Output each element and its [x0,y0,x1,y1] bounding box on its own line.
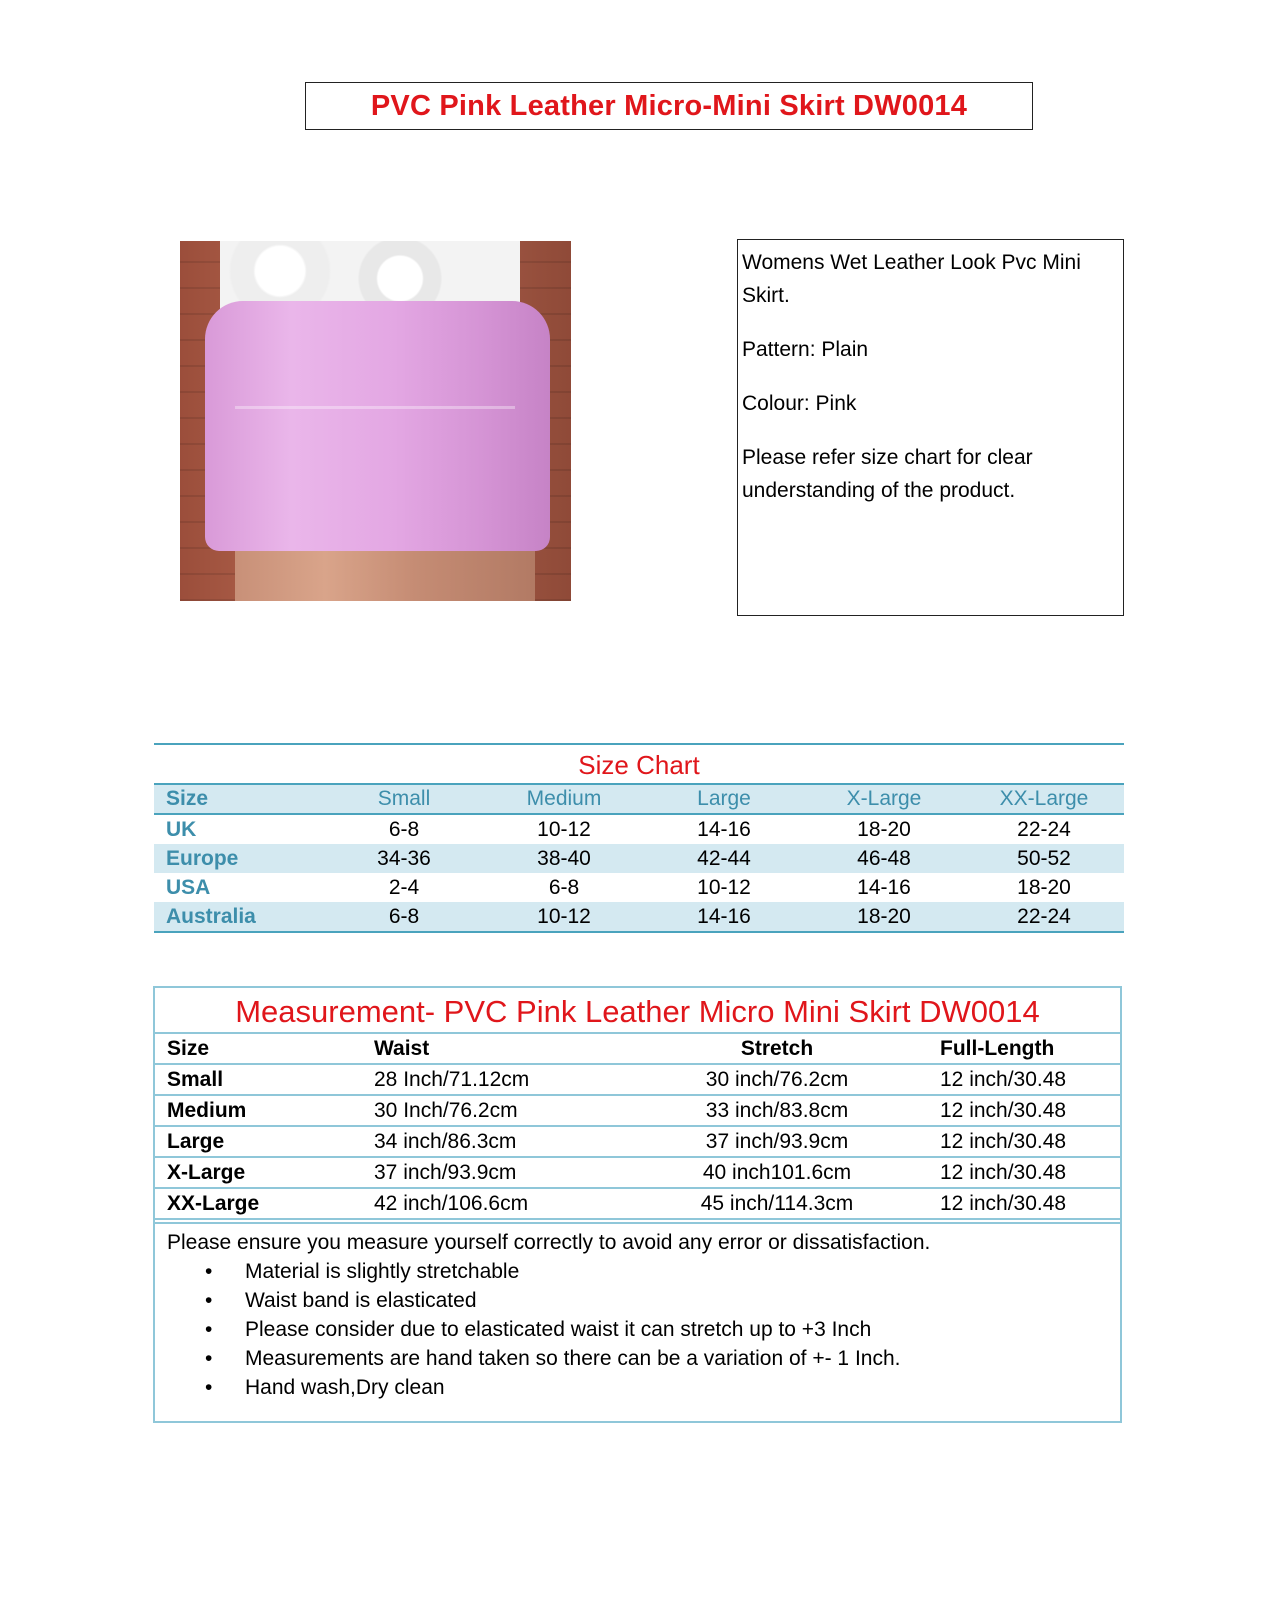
bullet-icon: • [205,1289,213,1312]
list-item-text: Measurements are hand taken so there can be a variation of +- 1 Inch. [245,1347,901,1370]
product-photo [180,241,571,601]
measurement-row [155,1189,1120,1220]
measurement-cell: 33 inch/83.8cm [705,1098,849,1122]
title-box [305,82,1033,130]
size-chart-cell: 22-24 [1017,817,1071,841]
size-chart-cell: 14-16 [857,875,911,899]
measurement-cell: 12 inch/30.48 [940,1098,1067,1122]
list-item [205,1257,1108,1286]
size-chart-cell: 14-16 [697,817,751,841]
size-chart-cell: 10-12 [537,817,591,841]
size-chart-row [154,815,1124,844]
measurement-cell: 30 Inch/76.2cm [374,1098,518,1122]
measurement-table [153,986,1122,1423]
measurement-cell: 28 Inch/71.12cm [374,1067,530,1091]
measurement-cell: 42 inch/106.6cm [374,1191,529,1215]
description-pattern: Pattern: Plain [742,338,869,361]
size-chart [154,743,1124,933]
size-chart-header-cell: Size [166,787,209,810]
photo-skirt [205,301,550,551]
list-item [205,1373,1108,1402]
measurement-cell: Medium [167,1098,247,1122]
size-chart-row [154,844,1124,873]
size-chart-row-label: Australia [166,904,256,928]
size-chart-cell: 14-16 [697,904,751,928]
size-chart-cell: 18-20 [1017,875,1071,899]
list-item [205,1315,1108,1344]
size-chart-row-label: UK [166,817,197,841]
measurement-cell: Large [167,1129,225,1153]
description-line: Womens Wet Leather Look Pvc Mini Skirt. [742,251,1081,307]
size-chart-header-cell: Large [697,787,751,810]
measurement-header-cell: Stretch [740,1036,814,1060]
measurement-cell: 34 inch/86.3cm [374,1129,517,1153]
measurement-cell: 45 inch/114.3cm [700,1191,854,1215]
measurement-header-cell: Waist [374,1036,430,1060]
size-chart-row [154,902,1124,933]
size-chart-header-cell: Medium [526,787,602,810]
measurement-row [155,1158,1120,1189]
list-item-text: Waist band is elasticated [245,1289,477,1312]
measurement-cell: 37 inch/93.9cm [374,1160,517,1184]
size-chart-cell: 6-8 [548,875,580,899]
measurement-title: Measurement- PVC Pink Leather Micro Mini Skirt DW0014 [155,988,1120,1034]
page-title: PVC Pink Leather Micro-Mini Skirt DW0014 [370,89,968,122]
size-chart-header-cell: Small [377,787,431,810]
measurement-cell: 30 inch/76.2cm [705,1067,849,1091]
size-chart-cell: 46-48 [857,846,911,870]
size-chart-cell: 38-40 [537,846,591,870]
list-item-text: Please consider due to elasticated waist it can stretch up to +3 Inch [245,1318,872,1341]
measurement-cell: 37 inch/93.9cm [705,1129,849,1153]
measurement-row [155,1096,1120,1127]
list-item [205,1344,1108,1373]
size-chart-cell: 6-8 [388,904,420,928]
list-item-text: Hand wash,Dry clean [245,1376,445,1399]
size-chart-cell: 18-20 [857,817,911,841]
size-chart-row [154,873,1124,902]
measurement-row [155,1127,1120,1158]
measurement-cell: 12 inch/30.48 [940,1191,1067,1215]
size-chart-header [154,783,1124,815]
measurement-cell: Small [167,1067,224,1091]
size-chart-cell: 34-36 [377,846,431,870]
description-colour: Colour: Pink [742,392,857,415]
measurement-cell: 12 inch/30.48 [940,1160,1067,1184]
bullet-icon: • [205,1376,213,1399]
description-note: Please refer size chart for clear understanding of the product. [742,446,1033,502]
measurement-cell: XX-Large [167,1191,260,1215]
measurement-notes [155,1222,1120,1406]
measurement-row [155,1065,1120,1096]
size-chart-cell: 22-24 [1017,904,1071,928]
measurement-note: Please ensure you measure yourself correctly to avoid any error or dissatisfaction. [167,1231,931,1254]
measurement-header-cell: Size [167,1036,210,1060]
bullet-icon: • [205,1260,213,1283]
size-chart-title: Size Chart [578,750,700,780]
care-list [167,1257,1108,1402]
size-chart-cell: 50-52 [1017,846,1071,870]
size-chart-header-cell: XX-Large [999,787,1089,810]
size-chart-header-cell: X-Large [846,787,922,810]
description-box [737,239,1124,616]
bullet-icon: • [205,1347,213,1370]
bullet-icon: • [205,1318,213,1341]
size-chart-cell: 42-44 [697,846,751,870]
measurement-cell: 12 inch/30.48 [940,1067,1067,1091]
list-item [205,1286,1108,1315]
size-chart-cell: 6-8 [388,817,420,841]
size-chart-cell: 2-4 [388,875,420,899]
size-chart-cell: 10-12 [697,875,751,899]
size-chart-cell: 10-12 [537,904,591,928]
size-chart-cell: 18-20 [857,904,911,928]
measurement-cell: X-Large [167,1160,246,1184]
size-chart-row-label: USA [166,875,211,899]
measurement-cell: 12 inch/30.48 [940,1129,1067,1153]
list-item-text: Material is slightly stretchable [245,1260,520,1283]
measurement-header-cell: Full-Length [940,1036,1055,1060]
measurement-cell: 40 inch101.6cm [702,1160,852,1184]
measurement-header [155,1034,1120,1065]
size-chart-row-label: Europe [166,846,239,870]
